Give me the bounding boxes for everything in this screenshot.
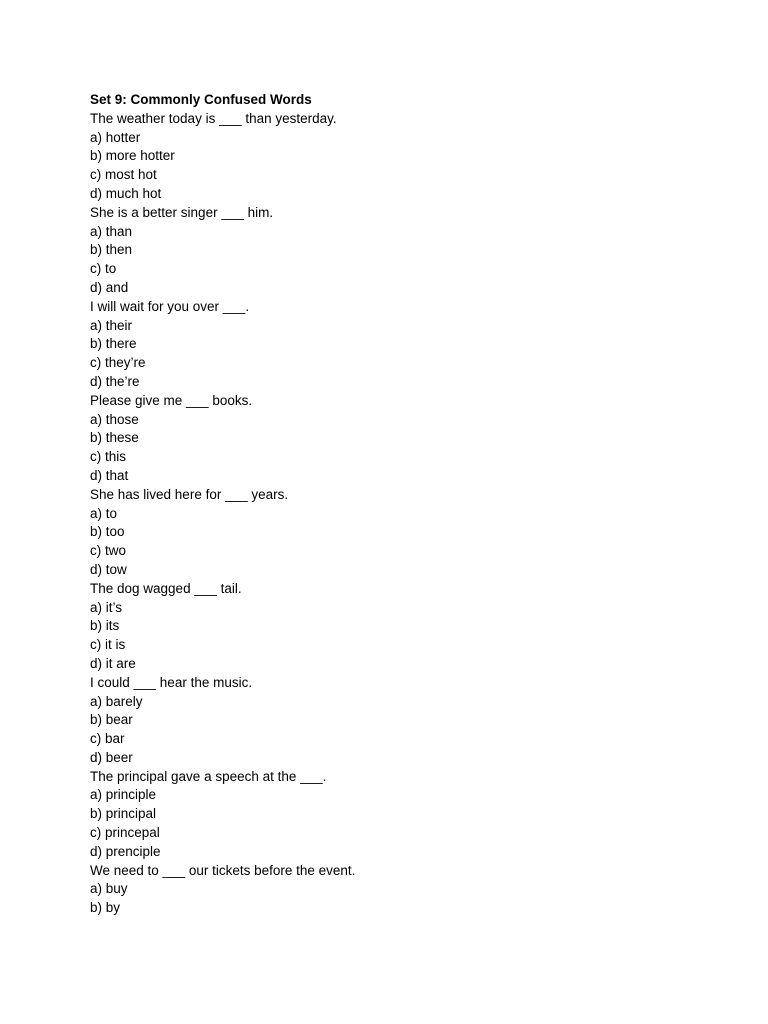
- question-block: [90, 298, 730, 392]
- question-prompt: The principal gave a speech at the ___.: [90, 768, 327, 784]
- answer-option: d) it are: [90, 655, 136, 671]
- document-page: [90, 91, 730, 918]
- answer-option: b) there: [90, 336, 137, 352]
- answer-option: b) then: [90, 242, 133, 258]
- answer-option: c) two: [90, 543, 127, 559]
- answer-option: d) beer: [90, 749, 133, 765]
- question-prompt: She has lived here for ___ years.: [90, 486, 289, 502]
- answer-option: c) bar: [90, 731, 125, 747]
- question-block: [90, 674, 730, 768]
- question-prompt: Please give me ___ books.: [90, 392, 253, 408]
- answer-option: d) much hot: [90, 185, 162, 201]
- answer-option: d) prenciple: [90, 843, 161, 859]
- question-prompt: The dog wagged ___ tail.: [90, 580, 242, 596]
- answer-option: a) barely: [90, 693, 143, 709]
- answer-option: b) its: [90, 618, 120, 634]
- answer-option: a) than: [90, 223, 133, 239]
- answer-option: b) too: [90, 524, 125, 540]
- question-block: [90, 110, 730, 204]
- answer-option: a) principle: [90, 787, 157, 803]
- question-block: [90, 580, 730, 674]
- answer-option: b) principal: [90, 806, 157, 822]
- answer-option: a) hotter: [90, 129, 141, 145]
- answer-option: c) they’re: [90, 355, 146, 371]
- answer-option: a) to: [90, 505, 118, 521]
- answer-option: d) that: [90, 467, 129, 483]
- question-block: [90, 204, 730, 298]
- question-prompt: I will wait for you over ___.: [90, 298, 250, 314]
- answer-option: c) it is: [90, 637, 126, 653]
- document-title: Set 9: Commonly Confused Words: [90, 92, 312, 107]
- answer-option: a) their: [90, 317, 133, 333]
- question-list: [90, 110, 730, 918]
- question-prompt: I could ___ hear the music.: [90, 674, 253, 690]
- answer-option: d) the’re: [90, 373, 140, 389]
- answer-option: c) most hot: [90, 167, 157, 183]
- answer-option: b) bear: [90, 712, 133, 728]
- question-prompt: We need to ___ our tickets before the event.: [90, 862, 356, 878]
- answer-option: b) these: [90, 430, 139, 446]
- answer-option: c) this: [90, 449, 127, 465]
- answer-option: b) more hotter: [90, 148, 175, 164]
- answer-option: a) buy: [90, 881, 128, 897]
- answer-option: d) tow: [90, 561, 127, 577]
- answer-option: a) those: [90, 411, 139, 427]
- question-block: [90, 862, 730, 918]
- question-block: [90, 768, 730, 862]
- answer-option: d) and: [90, 279, 129, 295]
- answer-option: c) princepal: [90, 825, 160, 841]
- answer-option: b) by: [90, 900, 121, 916]
- answer-option: c) to: [90, 261, 117, 277]
- question-prompt: She is a better singer ___ him.: [90, 204, 274, 220]
- question-block: [90, 392, 730, 486]
- question-block: [90, 486, 730, 580]
- answer-option: a) it’s: [90, 599, 123, 615]
- question-prompt: The weather today is ___ than yesterday.: [90, 110, 337, 126]
